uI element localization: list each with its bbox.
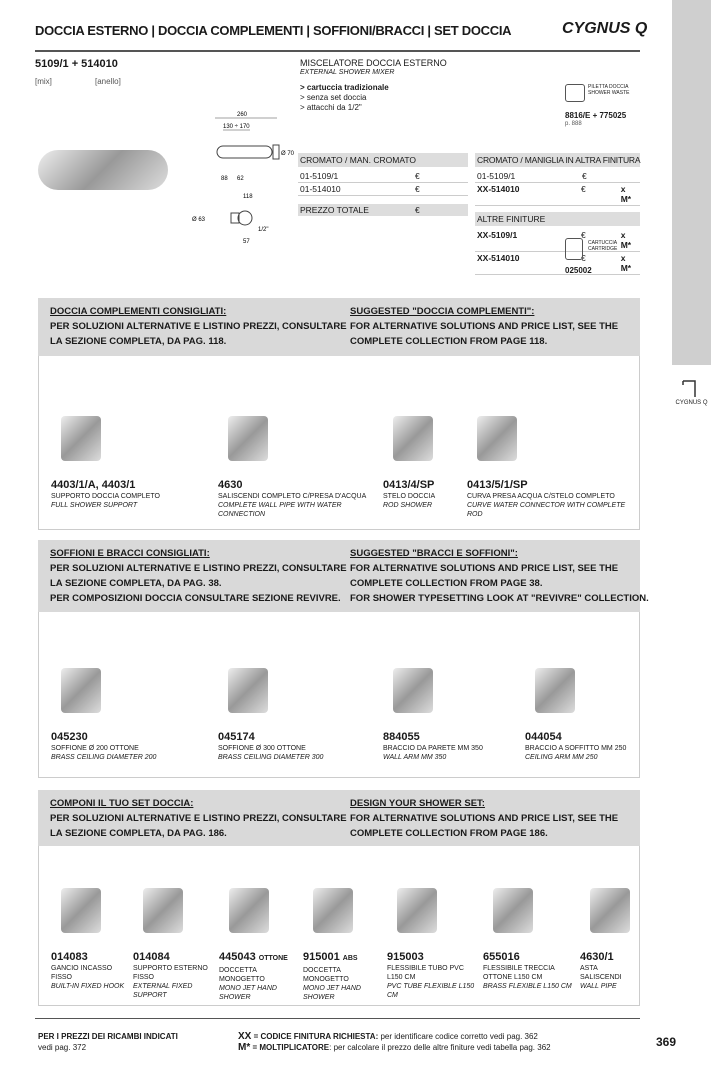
banner-line: SUGGESTED "DOCCIA COMPLEMENTI": xyxy=(350,306,535,317)
item-desc-it: DOCCETTA MONOGETTO xyxy=(219,967,265,983)
dim-text: 130 ÷ 170 xyxy=(223,124,250,130)
product-item xyxy=(133,950,214,1000)
item-desc-it: SUPPORTO DOCCIA COMPLETO xyxy=(51,493,160,500)
banner-line: PER SOLUZIONI ALTERNATIVE E LISTINO PREZZI, CONSULTARE xyxy=(50,321,347,332)
item-code: 044054 xyxy=(525,731,562,743)
item-desc-en: MONO JET HAND SHOWER xyxy=(219,985,277,1001)
table-row xyxy=(298,183,468,196)
banner-line: FOR ALTERNATIVE SOLUTIONS AND PRICE LIST, SEE THE xyxy=(350,321,619,332)
product-item xyxy=(51,730,213,762)
technical-drawing xyxy=(190,108,296,248)
item-code: 445043 xyxy=(219,951,256,963)
row-price: € xyxy=(581,184,586,194)
banner-it xyxy=(50,796,350,840)
row-mult: x M* xyxy=(620,253,632,273)
banner-line: FOR ALTERNATIVE SOLUTIONS AND PRICE LIST, SEE THE xyxy=(350,813,619,824)
item-code: 884055 xyxy=(383,731,420,743)
banner-line: LA SEZIONE COMPLETA, DA PAG. 118. xyxy=(50,336,227,347)
item-desc-en: BRASS CEILING DIAMETER 300 xyxy=(218,754,324,761)
header-rule xyxy=(35,50,640,52)
page-title: DOCCIA ESTERNO | DOCCIA COMPLEMENTI | SOFFIONI/BRACCI | SET DOCCIA xyxy=(35,23,512,38)
item-desc-en: BRASS FLEXIBLE L150 CM xyxy=(483,983,572,990)
product-image xyxy=(143,888,183,933)
product-image xyxy=(477,416,517,461)
banner-line: FOR SHOWER TYPESETTING LOOK AT "REVIVRE" COLLECTION. xyxy=(350,593,649,604)
item-desc-en: FULL SHOWER SUPPORT xyxy=(51,502,138,509)
row-code: XX-514010 xyxy=(477,253,520,263)
row-mult: x M* xyxy=(620,230,632,250)
product-title: MISCELATORE DOCCIA ESTERNO xyxy=(300,58,447,68)
item-desc-en: MONO JET HAND SHOWER xyxy=(303,985,361,1001)
product-code: 5109/1 + 514010 xyxy=(35,58,118,70)
banner-it xyxy=(50,304,350,350)
item-desc-it: SALISCENDI COMPLETO C/PRESA D'ACQUA xyxy=(218,493,367,500)
product-image xyxy=(493,888,533,933)
item-desc-it: FLESSIBILE TUBO PVC L150 CM xyxy=(387,965,464,981)
product-image xyxy=(228,416,268,461)
cartridge-icon xyxy=(565,238,583,260)
footer-rule xyxy=(35,1018,640,1019)
footer-left-ref: vedi pag. 372 xyxy=(38,1043,87,1052)
waste-label-en: SHOWER WASTE xyxy=(588,90,630,96)
product-subtitle: EXTERNAL SHOWER MIXER xyxy=(300,69,395,76)
product-item xyxy=(580,950,636,991)
item-code: 915003 xyxy=(387,951,424,963)
xx-text: per identificare codice corretto vedi pag. 362 xyxy=(378,1032,538,1041)
section-banner xyxy=(38,298,640,356)
faucet-icon xyxy=(680,378,702,398)
row-price: € xyxy=(581,253,586,263)
product-image xyxy=(397,888,437,933)
product-image xyxy=(229,888,269,933)
total-price: € xyxy=(415,205,420,215)
feature-list xyxy=(300,83,389,113)
waste-label-it: PILETTA DOCCIA xyxy=(588,84,629,90)
banner-en xyxy=(350,796,650,840)
banner-line: COMPONI IL TUO SET DOCCIA: xyxy=(50,798,194,809)
banner-line: FOR ALTERNATIVE SOLUTIONS AND PRICE LIST, SEE THE xyxy=(350,563,619,574)
m-key: M* xyxy=(238,1042,251,1053)
product-image xyxy=(228,668,268,713)
item-desc-it: BRACCIO DA PARETE MM 350 xyxy=(383,745,483,752)
feature: > senza set doccia xyxy=(300,93,367,102)
product-image xyxy=(61,668,101,713)
item-desc-it: ASTA SALISCENDI xyxy=(580,965,622,981)
row-price: € xyxy=(415,171,420,181)
product-image xyxy=(393,668,433,713)
section-products xyxy=(38,356,640,530)
item-desc-it: BRACCIO A SOFFITTO MM 250 xyxy=(525,745,627,752)
cartridge-label-en: CARTRIDGE xyxy=(588,246,618,252)
table-header: CROMATO / MAN. CROMATO xyxy=(298,153,468,167)
cartridge-code: 025002 xyxy=(565,266,592,275)
shower-waste-icon xyxy=(565,84,585,102)
item-desc-en: WALL ARM MM 350 xyxy=(383,754,447,761)
item-desc-en: WALL PIPE xyxy=(580,983,617,990)
item-code: 045174 xyxy=(218,731,255,743)
item-desc-it: SOFFIONE Ø 200 OTTONE xyxy=(51,745,139,752)
banner-line: LA SEZIONE COMPLETA, DA PAG. 186. xyxy=(50,828,227,839)
dim-text: Ø 63 xyxy=(192,217,206,223)
waste-page: p. 888 xyxy=(565,121,582,127)
total-row xyxy=(298,204,468,216)
item-desc-it: STELO DOCCIA xyxy=(383,493,436,500)
row-price: € xyxy=(581,230,586,240)
section-products xyxy=(38,846,640,1006)
item-material: ABS xyxy=(342,955,358,962)
product-item xyxy=(483,950,575,991)
brand-logo: CYGNUS Q xyxy=(562,20,648,37)
item-desc-en: EXTERNAL FIXED SUPPORT xyxy=(133,983,193,999)
product-image xyxy=(61,416,101,461)
item-desc-it: SUPPORTO ESTERNO FISSO xyxy=(133,965,208,981)
table-row xyxy=(475,170,640,183)
row-code: XX-514010 xyxy=(477,184,520,194)
banner-it xyxy=(50,546,350,606)
product-image xyxy=(61,888,101,933)
side-label: CYGNUS Q xyxy=(675,400,708,406)
product-item xyxy=(218,730,378,762)
section-banner xyxy=(38,540,649,612)
cartridge-label xyxy=(588,240,617,252)
item-desc-en: PVC TUBE FLEXIBLE L150 CM xyxy=(387,983,475,999)
item-desc-it: DOCCETTA MONOGETTO xyxy=(303,967,349,983)
table-header: ALTRE FINITURE xyxy=(475,212,640,226)
row-code: 01-5109/1 xyxy=(300,171,339,181)
cartridge-label-it: CARTUCCIA xyxy=(588,240,618,246)
row-price: € xyxy=(415,184,420,194)
item-desc-en: CEILING ARM MM 250 xyxy=(525,754,598,761)
row-code: 01-514010 xyxy=(300,184,341,194)
item-code: 655016 xyxy=(483,951,520,963)
item-code: 0413/4/SP xyxy=(383,479,435,491)
product-item xyxy=(51,478,213,510)
product-image xyxy=(313,888,353,933)
item-desc-en: CURVE WATER CONNECTOR WITH COMPLETE ROD xyxy=(467,502,626,518)
item-code: 4630 xyxy=(218,479,243,491)
dim-text: 88 xyxy=(221,176,228,182)
row-code: XX-5109/1 xyxy=(477,230,518,240)
waste-label xyxy=(588,84,629,96)
xx-label: = CODICE FINITURA RICHIESTA: xyxy=(251,1032,379,1041)
item-code: 014084 xyxy=(133,951,170,963)
product-item xyxy=(218,478,378,519)
page-number: 369 xyxy=(656,1035,677,1049)
waste-code: 8816/E + 775025 xyxy=(565,111,627,120)
item-desc-en: BUILT-IN FIXED HOOK xyxy=(51,983,125,990)
feature: > cartuccia tradizionale xyxy=(300,83,389,92)
feature: > attacchi da 1/2" xyxy=(300,103,362,112)
product-image xyxy=(535,668,575,713)
total-label: PREZZO TOTALE xyxy=(300,205,369,215)
item-code: 915001 xyxy=(303,951,340,963)
banner-line: SOFFIONI E BRACCI CONSIGLIATI: xyxy=(50,548,210,559)
item-code: 014083 xyxy=(51,951,88,963)
side-tab xyxy=(672,0,711,365)
section-products xyxy=(38,612,640,778)
item-code: 0413/5/1/SP xyxy=(467,479,528,491)
item-desc-en: ROD SHOWER xyxy=(383,502,432,509)
dim-text: Ø 70 xyxy=(281,151,295,157)
price-table-chrome xyxy=(298,153,468,219)
product-item xyxy=(383,730,520,762)
dim-text: 62 xyxy=(237,176,244,182)
banner-line: PER SOLUZIONI ALTERNATIVE E LISTINO PREZZI, CONSULTARE xyxy=(50,813,347,824)
product-item xyxy=(303,950,382,1002)
row-price: € xyxy=(582,171,587,181)
section-banner xyxy=(38,790,640,846)
banner-en xyxy=(350,546,650,606)
price-table-other-handle xyxy=(475,153,640,275)
row-mult: x M* xyxy=(620,184,632,204)
product-image xyxy=(393,416,433,461)
dim-text: 57 xyxy=(243,239,250,245)
table-row xyxy=(475,252,640,275)
banner-line: LA SEZIONE COMPLETA, DA PAG. 38. xyxy=(50,578,222,589)
item-code: 4403/1/A, 4403/1 xyxy=(51,479,136,491)
banner-line: PER SOLUZIONI ALTERNATIVE E LISTINO PREZZI, CONSULTARE xyxy=(50,563,347,574)
banner-line: PER COMPOSIZIONI DOCCIA CONSULTARE SEZIONE REVIVRE. xyxy=(50,593,341,604)
item-code: 4630/1 xyxy=(580,951,614,963)
banner-line: DOCCIA COMPLEMENTI CONSIGLIATI: xyxy=(50,306,227,317)
footer-left xyxy=(38,1031,233,1053)
mixer-image xyxy=(38,150,168,190)
part-mix: [mix] xyxy=(35,77,52,86)
item-desc-it: GANCIO INCASSO FISSO xyxy=(51,965,113,981)
row-code: 01-5109/1 xyxy=(477,171,516,181)
banner-line: COMPLETE COLLECTION FROM PAGE 38. xyxy=(350,578,543,589)
banner-line: COMPLETE COLLECTION FROM PAGE 118. xyxy=(350,336,548,347)
product-image xyxy=(590,888,630,933)
product-item xyxy=(525,730,636,762)
product-item xyxy=(219,950,298,1002)
product-item xyxy=(467,478,636,519)
table-row xyxy=(475,183,640,206)
product-item xyxy=(51,950,128,991)
footer-legend xyxy=(238,1031,648,1053)
footer-left-title: PER I PREZZI DEI RICAMBI INDICATI xyxy=(38,1032,178,1041)
item-code: 045230 xyxy=(51,731,88,743)
item-desc-it: SOFFIONE Ø 300 OTTONE xyxy=(218,745,306,752)
banner-en xyxy=(350,304,650,350)
xx-key: XX xyxy=(238,1031,252,1042)
product-item xyxy=(383,478,462,510)
dim-text: 1/2" xyxy=(258,227,269,233)
banner-line: DESIGN YOUR SHOWER SET: xyxy=(350,798,485,809)
m-text: : per calcolare il prezzo delle altre finiture vedi tabella pag. 362 xyxy=(329,1043,551,1052)
dim-text: 118 xyxy=(243,194,253,200)
item-desc-it: CURVA PRESA ACQUA C/STELO COMPLETO xyxy=(467,493,615,500)
item-desc-en: COMPLETE WALL PIPE WITH WATER CONNECTION xyxy=(218,502,342,518)
m-label: = MOLTIPLICATORE xyxy=(250,1043,330,1052)
item-material: OTTONE xyxy=(258,955,288,962)
table-row xyxy=(298,170,468,183)
banner-line: SUGGESTED "BRACCI E SOFFIONI": xyxy=(350,548,518,559)
product-item xyxy=(387,950,478,1000)
item-desc-en: BRASS CEILING DIAMETER 200 xyxy=(51,754,157,761)
item-desc-it: FLESSIBILE TRECCIA OTTONE L150 CM xyxy=(483,965,555,981)
table-header: CROMATO / MANIGLIA IN ALTRA FINITURA xyxy=(477,155,641,165)
banner-line: COMPLETE COLLECTION FROM PAGE 186. xyxy=(350,828,548,839)
part-ring: [anello] xyxy=(95,77,121,86)
dim-text: 260 xyxy=(237,112,248,118)
